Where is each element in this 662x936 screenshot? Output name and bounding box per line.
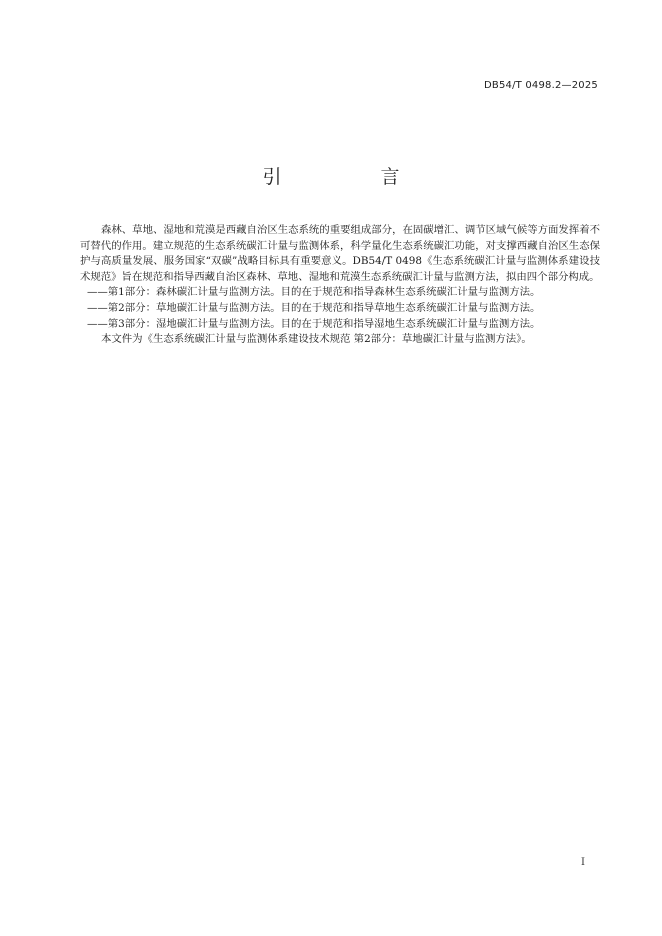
document-body [80, 223, 600, 348]
list-item-part-3: ——第3部分：湿地碳汇计量与监测方法。目的在于规范和指导湿地生态系统碳汇计量与监测方法。 [87, 317, 541, 330]
document-code: DB54/T 0498.2—2025 [484, 80, 598, 91]
intro-paragraph: 森林、草地、湿地和荒漠是西藏自治区生态系统的重要组成部分，在固碳增汇、调节区域气候等方面发挥着不可替代的作用。建立规范的生态系统碳汇计量与监测体系，科学量化生态系统碳汇功能，对支撑西藏自治区生态保护与高质量发展、服务国家“双碳”战略目标具有重要意义。DB54/T 0498《生态系统碳汇计量与监测体系建设技术规范》旨在规范和指导西藏自治区森林、草地、湿地和荒漠生态系统碳汇计量与监测方法，拟由四个部分构成。 [80, 224, 600, 283]
list-item-part-2: ——第2部分：草地碳汇计量与监测方法。目的在于规范和指导草地生态系统碳汇计量与监测方法。 [87, 301, 541, 314]
closing-paragraph: 本文件为《生态系统碳汇计量与监测体系建设技术规范 第2部分：草地碳汇计量与监测方法》。 [101, 333, 532, 346]
page-number: I [581, 857, 585, 868]
section-title: 引 言 [262, 166, 440, 188]
list-item-part-1: ——第1部分：森林碳汇计量与监测方法。目的在于规范和指导森林生态系统碳汇计量与监测方法。 [87, 286, 541, 299]
